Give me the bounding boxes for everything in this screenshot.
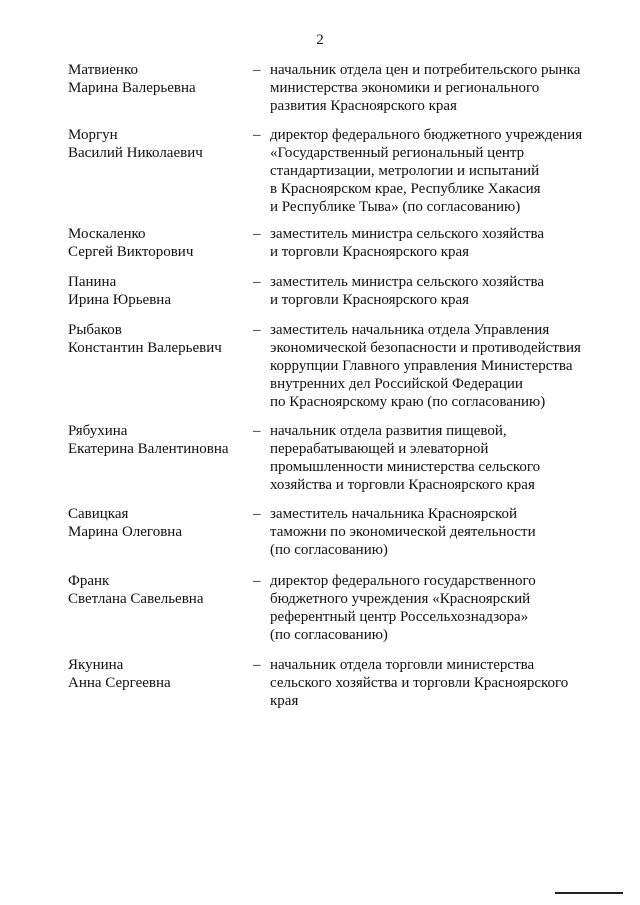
position-description bbox=[270, 572, 610, 644]
dash: – bbox=[253, 423, 261, 439]
position-line: в Красноярском крае, Республике Хакасия bbox=[270, 181, 541, 197]
surname: Москаленко bbox=[68, 226, 146, 242]
person-name bbox=[68, 656, 243, 692]
given-names: Марина Олеговна bbox=[68, 524, 182, 540]
position-line: по Красноярскому краю (по согласованию) bbox=[270, 394, 546, 410]
position-line: директор федерального государственного bbox=[270, 573, 536, 589]
given-names: Анна Сергеевна bbox=[68, 675, 171, 691]
position-line: края bbox=[270, 693, 299, 709]
dash: – bbox=[253, 573, 261, 589]
position-line: заместитель начальника Красноярской bbox=[270, 506, 518, 522]
position-line: референтный центр Россельхознадзора» bbox=[270, 609, 529, 625]
position-line: коррупции Главного управления Министерства bbox=[270, 358, 573, 374]
given-names: Екатерина Валентиновна bbox=[68, 441, 229, 457]
given-names: Василий Николаевич bbox=[68, 145, 203, 161]
surname: Якунина bbox=[68, 657, 124, 673]
position-line: таможни по экономической деятельности bbox=[270, 524, 536, 540]
person-name bbox=[68, 572, 243, 608]
person-name bbox=[68, 225, 243, 261]
position-line: заместитель начальника отдела Управления bbox=[270, 322, 550, 338]
position-description bbox=[270, 505, 610, 559]
given-names: Марина Валерьевна bbox=[68, 80, 196, 96]
position-line: министерства экономики и регионального bbox=[270, 80, 540, 96]
person-name bbox=[68, 273, 243, 309]
surname: Рыбаков bbox=[68, 322, 122, 338]
position-line: бюджетного учреждения «Красноярский bbox=[270, 591, 531, 607]
given-names: Константин Валерьевич bbox=[68, 340, 222, 356]
footer-rule bbox=[555, 892, 623, 894]
given-names: Сергей Викторович bbox=[68, 244, 194, 260]
surname: Матвиенко bbox=[68, 62, 138, 78]
page-number: 2 bbox=[316, 32, 324, 48]
position-description bbox=[270, 422, 610, 494]
position-line: промышленности министерства сельского bbox=[270, 459, 541, 475]
position-line: начальник отдела торговли министерства bbox=[270, 657, 535, 673]
surname: Моргун bbox=[68, 127, 118, 143]
person-name bbox=[68, 61, 243, 97]
position-line: директор федерального бюджетного учреждения bbox=[270, 127, 583, 143]
position-line: и торговли Красноярского края bbox=[270, 244, 470, 260]
person-name bbox=[68, 505, 243, 541]
surname: Франк bbox=[68, 573, 110, 589]
dash: – bbox=[253, 322, 261, 338]
position-description bbox=[270, 126, 610, 216]
position-line: стандартизации, метрологии и испытаний bbox=[270, 163, 540, 179]
dash: – bbox=[253, 506, 261, 522]
position-line: «Государственный региональный центр bbox=[270, 145, 525, 161]
position-line: заместитель министра сельского хозяйства bbox=[270, 274, 545, 290]
dash: – bbox=[253, 657, 261, 673]
person-name bbox=[68, 422, 243, 458]
position-line: начальник отдела цен и потребительского рынка bbox=[270, 62, 581, 78]
position-line: и Республике Тыва» (по согласованию) bbox=[270, 199, 521, 215]
surname: Панина bbox=[68, 274, 117, 290]
dash: – bbox=[253, 274, 261, 290]
surname: Савицкая bbox=[68, 506, 129, 522]
position-description bbox=[270, 273, 610, 309]
position-line: развития Красноярского края bbox=[270, 98, 457, 114]
position-line: сельского хозяйства и торговли Красноярского bbox=[270, 675, 569, 691]
position-line: и торговли Красноярского края bbox=[270, 292, 470, 308]
position-line: заместитель министра сельского хозяйства bbox=[270, 226, 545, 242]
position-line: (по согласованию) bbox=[270, 627, 388, 643]
given-names: Ирина Юрьевна bbox=[68, 292, 171, 308]
position-line: экономической безопасности и противодействия bbox=[270, 340, 581, 356]
position-description bbox=[270, 61, 610, 115]
position-description bbox=[270, 225, 610, 261]
position-line: хозяйства и торговли Красноярского края bbox=[270, 477, 535, 493]
person-name bbox=[68, 321, 243, 357]
surname: Рябухина bbox=[68, 423, 128, 439]
dash: – bbox=[253, 226, 261, 242]
position-line: (по согласованию) bbox=[270, 542, 388, 558]
dash: – bbox=[253, 62, 261, 78]
given-names: Светлана Савельевна bbox=[68, 591, 204, 607]
dash: – bbox=[253, 127, 261, 143]
position-description bbox=[270, 656, 610, 710]
position-line: начальник отдела развития пищевой, bbox=[270, 423, 507, 439]
position-description bbox=[270, 321, 610, 411]
position-line: перерабатывающей и элеваторной bbox=[270, 441, 489, 457]
position-line: внутренних дел Российской Федерации bbox=[270, 376, 523, 392]
person-name bbox=[68, 126, 243, 162]
